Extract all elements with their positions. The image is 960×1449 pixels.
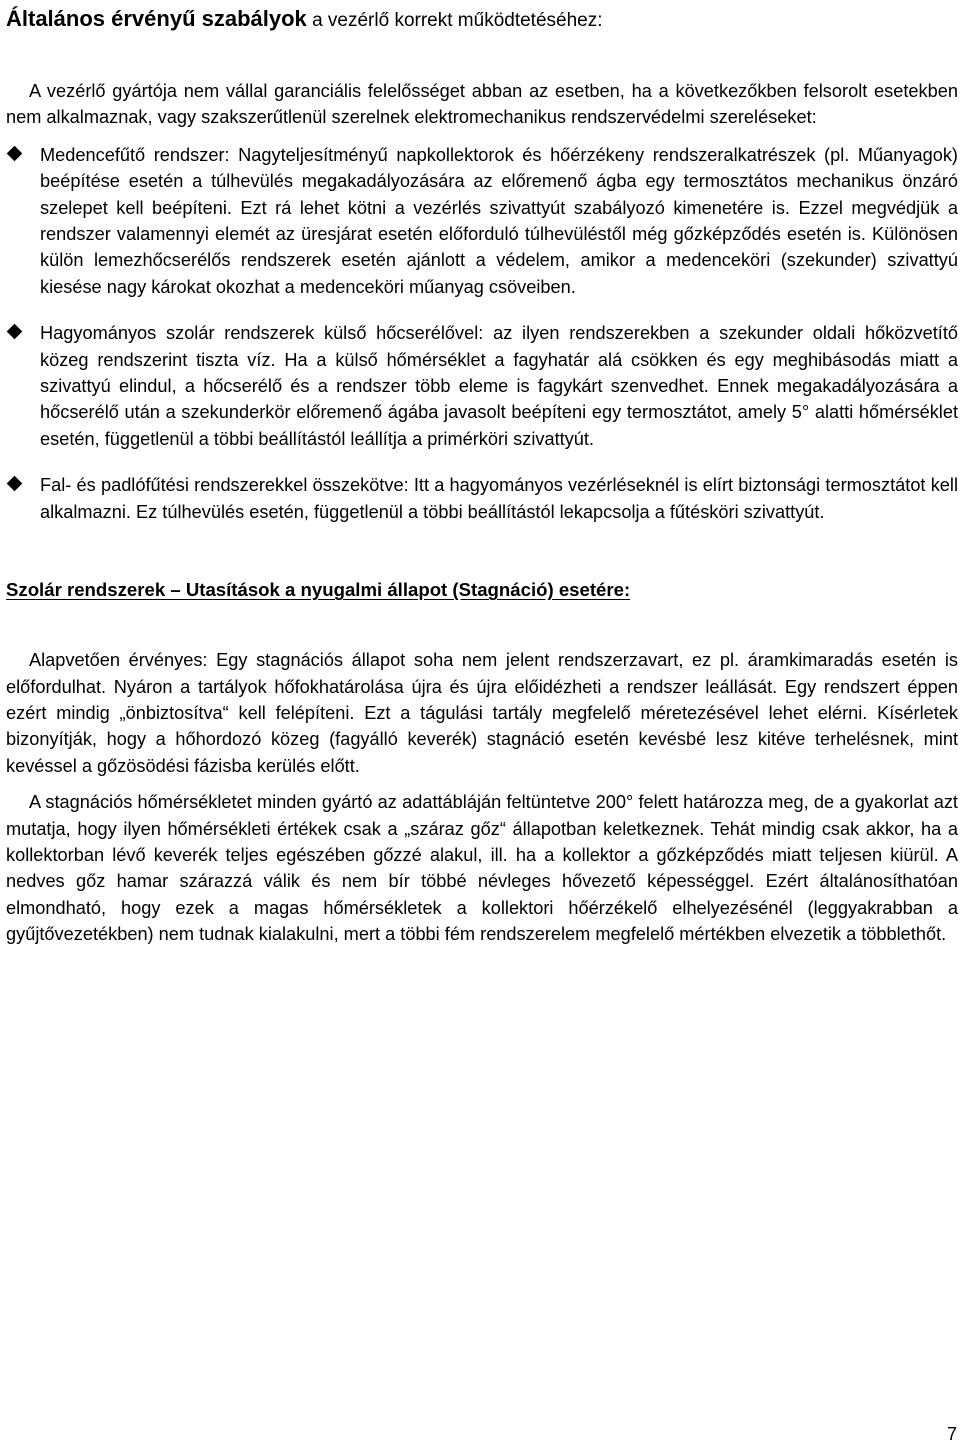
bullet-item-pool-heating: [6, 142, 958, 300]
diamond-bullet-icon: [6, 472, 40, 498]
page-number: 7: [946, 1424, 957, 1444]
bullet-item-floor-heating: [6, 472, 958, 525]
body-paragraph: Alapvetően érvényes: Egy stagnációs állapot soha nem jelent rendszerzavart, ez pl. áramkimaradás esetén is előfordulhat. Nyáron a tartályok hőfokhatárolása újra és újra előidézheti a rendszer leállását. Egy rendszert éppen ezért mindig „önbiztosítva“ kell felépíteni. Ezt a tágulási tartály megfelelő méretezésével lehet elérni. Kísérletek bizonyítják, hogy a hőhordozó közeg (fagyálló keverék) stagnáció esetén kevésbé lesz kitéve terhelésnek, mint kevéssel a gőzösödési fázisba kerülés előtt.: [6, 650, 958, 776]
bullet-text: Hagyományos szolár rendszerek külső hőcserélővel: az ilyen rendszerekben a szekunder oldali hőközvetítő közeg rendszerint tiszta víz. Ha a külső hőmérséklet a fagyhatár alá csökken és egy meghibásodás miatt a szivattyú elindul, a hőcserélő és a rendszer több eleme is fagykárt szenvedhet. Ennek megakadályozására a hőcserélő után a szekunderkör előremenő ágába javasolt beépíteni egy termosztátot, amely 5° alatti hőmérséklet esetén, függetlenül a többi beállítástól leállítja a primérköri szivattyút.: [40, 323, 958, 449]
bullet-item-solar-heat-exchanger: [6, 320, 958, 452]
intro-paragraph: A vezérlő gyártója nem vállal garanciális felelősséget abban az esetben, ha a következőkben felsorolt esetekben nem alkalmaznak, vagy szakszerűtlenül szerelnek elektromechanikus rendszervédelmi szereléseket:: [6, 81, 958, 128]
bullet-text: Fal- és padlófűtési rendszerekkel összekötve: Itt a hagyományos vezérléseknél is elírt biztonsági termosztátot kell alkalmazni. Ez túlhevülés esetén, függetlenül a többi beállítástól lekapcsolja a fűtésköri szivattyút.: [40, 475, 958, 522]
heading-bold-part: Általános érvényű szabályok: [6, 6, 307, 31]
section-title: Szolár rendszerek – Utasítások a nyugalmi állapot (Stagnáció) esetére:: [6, 579, 631, 601]
heading-rest: a vezérlő korrekt működtetéséhez:: [306, 10, 603, 31]
bullet-text: Medencefűtő rendszer: Nagyteljesítményű napkollektorok és hőérzékeny rendszeralkatrészek (pl. Műanyagok) beépítése esetén a túlhevülés megakadályozására az előremenő ágba egy termosztátos mechanikus önzáró szelepet kell beépíteni. Ezt rá lehet kötni a vezérlés szivattyút szabályozó kimenetére is. Ezzel megvédjük a rendszer valamennyi elemét az üresjárat esetén előforduló túlhevüléstől még gőzképződés esetén is. Különösen külön lemezhőcserélős rendszerek esetén ajánlott a védelem, amikor a medenceköri (szekunder) szivattyú kiesése nagy károkat okozhat a medenceköri műanyag csöveiben.: [40, 144, 958, 297]
document-page: [6, 4, 958, 948]
diamond-bullet-icon: [6, 320, 40, 346]
diamond-bullet-icon: [6, 142, 40, 168]
body-paragraph: A stagnációs hőmérsékletet minden gyártó az adattábláján feltüntetve 200° felett határozza meg, de a gyakorlat azt mutatja, hogy ilyen hőmérsékleti értékek csak a „száraz gőz“ állapotban keletkeznek. Tehát mindig csak akkor, ha a kollektorban lévő keverék teljes egészében gőzzé alakul, ill. ha a kollektor a gőzképződés miatt teljesen kiürül. A nedves gőz hamar szárazzá válik és nem bír többé névleges hővezető képességgel. Ezért általánosíthatóan elmondható, hogy ezek a magas hőmérsékletek a kollektori hőérzékelő elhelyezésénél (leggyakrabban a gyűjtővezetékben) nem tudnak kialakulni, mert a többi fém rendszerelem megfelelő mértékben elvezetik a többlethőt.: [6, 792, 958, 945]
page-heading: [6, 4, 958, 36]
